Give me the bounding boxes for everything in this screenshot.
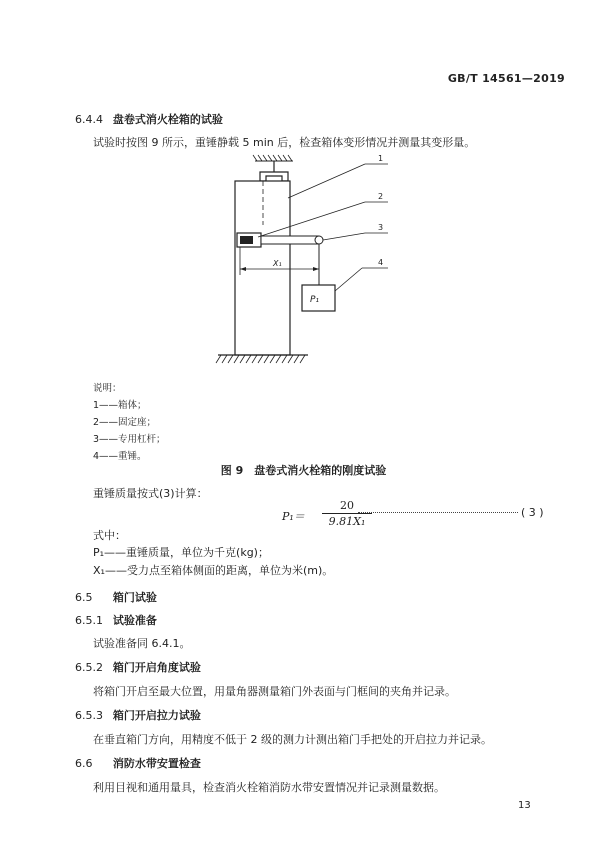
weight-label: P₁	[310, 295, 320, 305]
section-title: 试验准备	[112, 614, 157, 627]
legend-item: 1——箱体；	[93, 400, 147, 411]
paragraph-6-5-3: 在垂直箱门方向，用精度不低于 2 级的测力计测出箱门手把处的开启拉力并记录。	[93, 733, 492, 746]
section-number: 6.5.2	[75, 661, 103, 674]
legend-title: 说明：	[93, 383, 122, 394]
section-title: 箱门开启角度试验	[112, 661, 201, 674]
rigidity-test-figure	[190, 150, 430, 375]
callout-1: 1	[378, 154, 384, 163]
callout-4: 4	[378, 258, 384, 267]
paragraph-6-4-4: 试验时按图 9 所示，重锤静载 5 min 后，检查箱体变形情况并测量其变形量。	[93, 136, 476, 149]
section-number: 6.5.3	[75, 709, 103, 722]
section-heading-6-6	[75, 755, 201, 771]
paragraph-6-6: 利用目视和通用量具，检查消火栓箱消防水带安置情况并记录测量数据。	[93, 781, 445, 794]
callout-3: 3	[378, 223, 384, 232]
page-number: 13	[518, 800, 531, 811]
section-heading-6-5-2	[75, 659, 201, 675]
section-title: 盘卷式消火栓箱的试验	[112, 113, 223, 126]
formula-numerator: 20	[340, 499, 354, 512]
section-heading-6-5	[75, 589, 157, 605]
equation-number: ( 3 )	[521, 506, 544, 519]
section-number: 6.4.4	[75, 113, 103, 126]
formula-lhs: P₁＝	[282, 510, 305, 523]
dimension-label: X₁	[273, 259, 282, 268]
formula-denominator: 9.81X₁	[328, 515, 366, 528]
variable-definition: P₁——重锤质量，单位为千克(kg)；	[93, 546, 269, 559]
section-title: 消防水带安置检查	[112, 757, 201, 770]
callout-2: 2	[378, 192, 384, 201]
paragraph-6-5-1: 试验准备同 6.4.1。	[93, 637, 191, 650]
section-title: 箱门试验	[112, 591, 157, 604]
section-number: 6.5.1	[75, 614, 103, 627]
variable-definition: X₁——受力点至箱体侧面的距离，单位为米(m)。	[93, 564, 334, 577]
section-heading-6-5-3	[75, 707, 201, 723]
section-number: 6.5	[75, 591, 93, 604]
section-heading-6-5-1	[75, 612, 157, 628]
legend-item: 4——重锤。	[93, 451, 147, 462]
figure-caption: 图 9 盘卷式消火栓箱的刚度试验	[220, 464, 387, 477]
legend-item: 3——专用杠杆；	[93, 434, 166, 445]
section-number: 6.6	[75, 757, 93, 770]
standard-code: GB/T 14561—2019	[447, 72, 565, 85]
section-title: 箱门开启拉力试验	[112, 709, 201, 722]
leader-dots	[358, 512, 518, 513]
formula-intro: 重锤质量按式(3)计算：	[93, 487, 208, 500]
where-label: 式中：	[93, 529, 126, 542]
paragraph-6-5-2: 将箱门开启至最大位置，用量角器测量箱门外表面与门框间的夹角并记录。	[93, 685, 456, 698]
fraction-bar	[322, 513, 372, 514]
legend-item: 2——固定座；	[93, 417, 157, 428]
section-heading-6-4-4	[75, 111, 223, 127]
